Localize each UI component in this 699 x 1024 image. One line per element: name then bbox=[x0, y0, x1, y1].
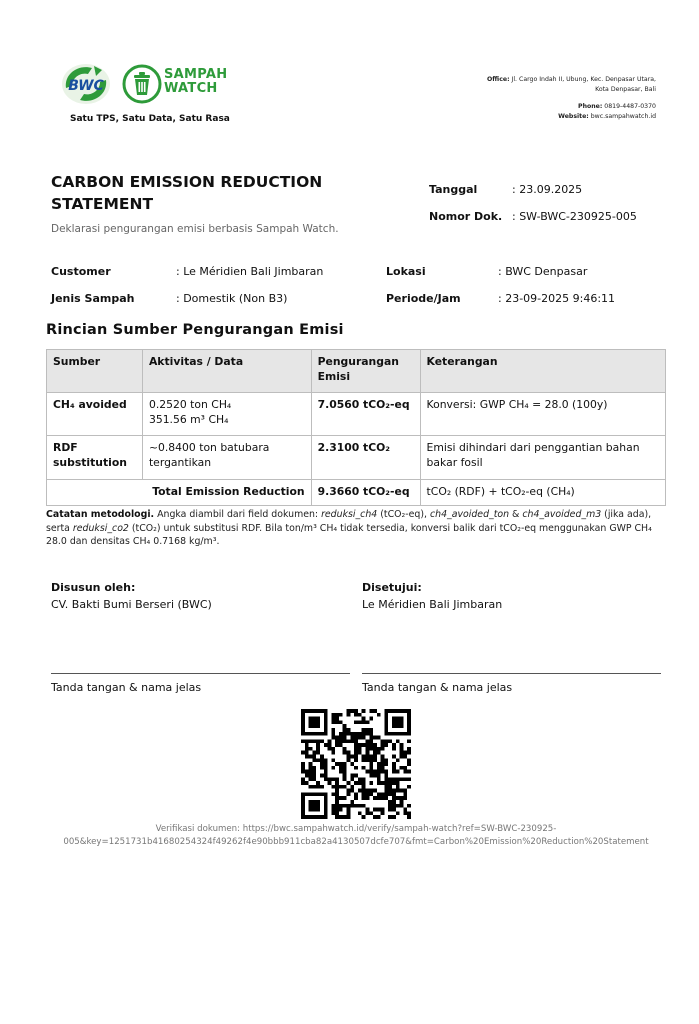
location-value: : BWC Denpasar bbox=[498, 265, 588, 278]
waste-type-value: : Domestik (Non B3) bbox=[176, 292, 288, 305]
brand-name-line1: SAMPAH bbox=[164, 67, 228, 82]
note-text: Angka diambil dari field dokumen: bbox=[154, 509, 322, 520]
document-title: CARBON EMISSION REDUCTION STATEMENT bbox=[51, 173, 323, 213]
document-meta bbox=[429, 176, 637, 230]
note-field: reduksi_co2 bbox=[72, 522, 129, 534]
signature-line-left bbox=[51, 673, 350, 674]
location-label: Lokasi bbox=[386, 265, 426, 278]
svg-text:BWC: BWC bbox=[68, 78, 104, 94]
approved-by-label: Disetujui: bbox=[362, 581, 422, 594]
row-activity: ~0.8400 ton batubara tergantikan bbox=[142, 436, 311, 480]
header-source: Sumber bbox=[47, 350, 143, 393]
info-block bbox=[51, 263, 651, 317]
prepared-by-label: Disusun oleh: bbox=[51, 581, 136, 594]
note-text: (jika ada), serta bbox=[46, 509, 652, 534]
emission-table bbox=[46, 349, 666, 506]
row-note: Emisi dihindari dari penggantian bahan bakar fosil bbox=[420, 436, 665, 480]
website-label: Website: bbox=[558, 113, 589, 120]
website-link[interactable]: bwc.sampahwatch.id bbox=[590, 113, 656, 120]
note-text: & bbox=[509, 509, 523, 520]
date-value: : 23.09.2025 bbox=[512, 183, 583, 196]
office-address bbox=[396, 75, 656, 95]
signature-caption-right: Tanda tangan & nama jelas bbox=[362, 681, 513, 694]
total-row bbox=[47, 480, 666, 506]
date-label: Tanggal bbox=[429, 183, 478, 196]
header-reduction: Pengurangan Emisi bbox=[311, 350, 420, 393]
note-field: reduksi_ch4 bbox=[321, 509, 378, 520]
total-value: 9.3660 tCO₂-eq bbox=[311, 480, 420, 506]
docno-label: Nomor Dok. bbox=[429, 210, 503, 223]
prepared-by bbox=[51, 579, 212, 613]
section-title: Rincian Sumber Pengurangan Emisi bbox=[46, 322, 344, 338]
customer-label: Customer bbox=[51, 265, 111, 278]
trash-bin-icon bbox=[122, 64, 162, 104]
header-note: Keterangan bbox=[420, 350, 665, 393]
qr-code-icon bbox=[301, 709, 411, 819]
office-label: Office: bbox=[487, 76, 510, 83]
table-header-row bbox=[47, 350, 666, 393]
signature-line-right bbox=[362, 673, 661, 674]
total-note: tCO₂ (RDF) + tCO₂-eq (CH₄) bbox=[420, 480, 665, 506]
brand-name bbox=[164, 68, 227, 96]
activity-line: 0.2520 ton CH₄ bbox=[148, 398, 232, 411]
note-field: ch4_avoided_ton bbox=[429, 509, 510, 520]
header-logos bbox=[60, 58, 240, 108]
docno-value: : SW-BWC-230925-005 bbox=[512, 210, 637, 223]
waste-type-label: Jenis Sampah bbox=[51, 292, 135, 305]
phone-value: 0819-4487-0370 bbox=[604, 103, 656, 110]
row-source: CH₄ avoided bbox=[47, 393, 143, 436]
note-text: (tCO₂) untuk substitusi RDF. Bila ton/m³ CH₄ tidak tersedia, konversi balik dari tCO₂-eq menggunakan GWP CH₄ 28.0 dan densitas CH₄ 0.7168 kg/m³. bbox=[46, 522, 652, 547]
approved-by-name: Le Méridien Bali Jimbaran bbox=[362, 598, 503, 611]
note-label: Catatan metodologi. bbox=[46, 509, 155, 520]
header-activity: Aktivitas / Data bbox=[142, 350, 311, 393]
methodology-note bbox=[46, 508, 656, 549]
activity-line: 351.56 m³ CH₄ bbox=[148, 412, 229, 426]
row-note: Konversi: GWP CH₄ = 28.0 (100y) bbox=[420, 393, 665, 436]
row-reduction: 7.0560 tCO₂-eq bbox=[311, 393, 420, 436]
table-row bbox=[47, 436, 666, 480]
verification-line1: Verifikasi dokumen: https://bwc.sampahwatch.id/verify/sampah-watch?ref=SW-BWC-230925- bbox=[155, 824, 557, 834]
office-line1: Jl. Cargo Indah II, Ubung, Kec. Denpasar Utara, bbox=[511, 76, 656, 83]
approved-by bbox=[362, 579, 502, 613]
row-reduction: 2.3100 tCO₂ bbox=[311, 436, 420, 480]
prepared-by-name: CV. Bakti Bumi Berseri (BWC) bbox=[51, 598, 212, 611]
table-row bbox=[47, 393, 666, 436]
total-label: Total Emission Reduction bbox=[47, 480, 312, 506]
customer-value: : Le Méridien Bali Jimbaran bbox=[176, 265, 324, 278]
period-value: : 23-09-2025 9:46:11 bbox=[498, 292, 616, 305]
bwc-logo-icon bbox=[60, 62, 112, 106]
row-source: RDF substitution bbox=[47, 436, 143, 480]
document-subtitle: Deklarasi pengurangan emisi berbasis Sampah Watch. bbox=[51, 223, 339, 235]
contact-info bbox=[396, 102, 656, 122]
phone-label: Phone: bbox=[578, 103, 603, 110]
verification-link[interactable] bbox=[46, 823, 666, 849]
verification-line2: 005&key=1251731b41680254324f49262f4e90bbb911cba82a4130507dcfe707&fmt=Carbon%20Emission%20Reduction%20Statement bbox=[63, 837, 649, 847]
tagline: Satu TPS, Satu Data, Satu Rasa bbox=[70, 114, 230, 124]
row-activity bbox=[142, 393, 311, 436]
signature-caption-left: Tanda tangan & nama jelas bbox=[51, 681, 202, 694]
office-line2: Kota Denpasar, Bali bbox=[595, 86, 656, 93]
brand-name-line2: WATCH bbox=[164, 81, 218, 96]
period-label: Periode/Jam bbox=[386, 292, 461, 305]
note-text: (tCO₂-eq), bbox=[377, 509, 430, 520]
note-field: ch4_avoided_m3 bbox=[522, 509, 602, 520]
